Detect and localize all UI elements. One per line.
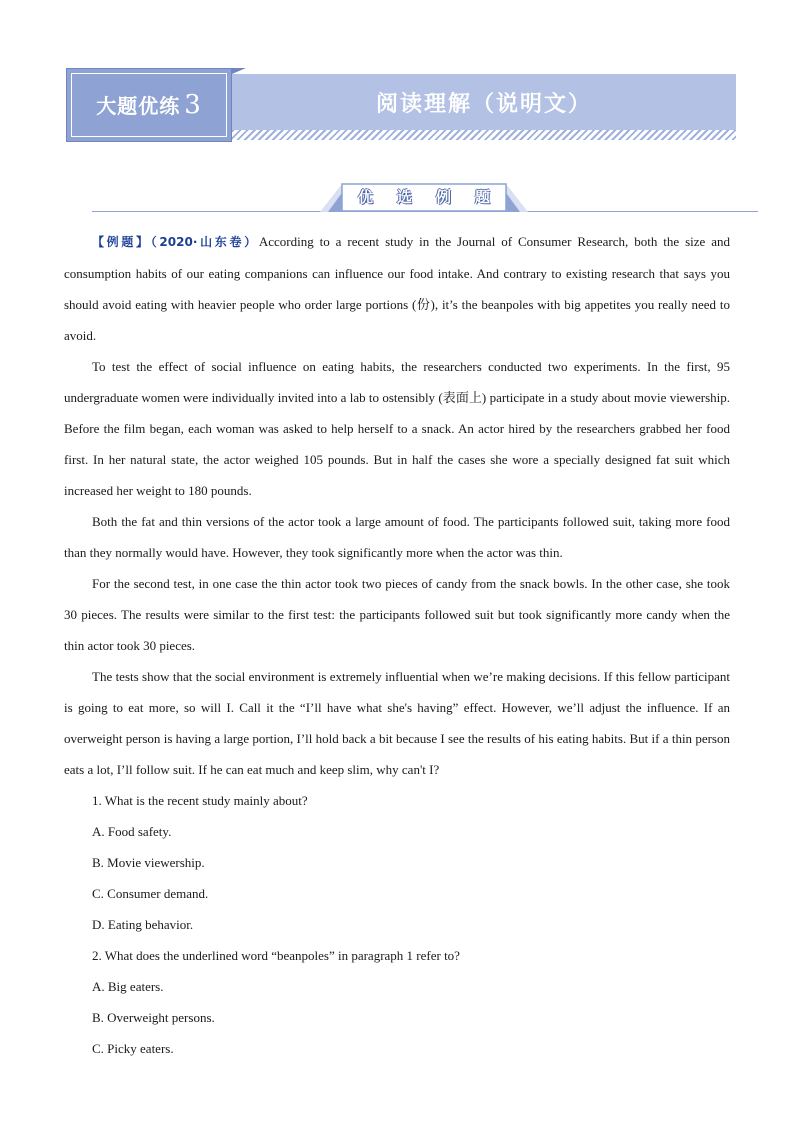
paragraph: Both the fat and thin versions of the actor took a large amount of food. The participants followed suit, taking more food than they normally would have. However, they took significantly more when the actor was thin. (64, 514, 730, 560)
answer-option: B. Overweight persons. (92, 1010, 215, 1025)
banner-stripes (232, 130, 736, 140)
answer-option: C. Consumer demand. (92, 886, 209, 901)
section-char: 例 (435, 187, 451, 206)
reading-passage (64, 226, 730, 1064)
paragraph: For the second test, in one case the thin actor took two pieces of candy from the snack bowls. In the other case, she took 30 pieces. The results were similar to the first test: the participants followed suit but took significantly more candy when the thin actor took 30 pieces. (64, 576, 730, 653)
exercise-label: 大题优练 (96, 94, 181, 118)
answer-option: A. Big eaters. (92, 979, 164, 994)
banner-left-panel (66, 68, 232, 142)
header-banner (66, 68, 736, 144)
exercise-number: 3 (184, 90, 202, 120)
answer-option: D. Eating behavior. (92, 917, 194, 932)
paragraph (64, 226, 730, 351)
section-title: 阅读理解（说明文） (375, 91, 592, 117)
paragraph: The tests show that the social environment is extremely influential when we’re making decisions. If this fellow participant is going to eat more, so will I. Call it the “I’ll have what she's having” effect. However, we’ll adjust the influence. If an overweight person is having a large portion, I’ll hold back a bit because I see the results of his eating habits. But if a thin person eats a lot, I’ll follow suit. If he can eat much and keep slim, why can't I? (64, 669, 730, 777)
paragraph-text: According to a recent study in the Journal of Consumer Research, both the size and consumption habits of our eating companions can influence our food intake. And contrary to existing research that says you should avoid eating with heavier people who order large portions (份), it’s the beanpoles with big appetites you really need to avoid. (64, 234, 730, 343)
source-tag: 【例题】（2020·山东卷） (92, 235, 259, 249)
section-char: 选 (396, 187, 412, 206)
section-tab (320, 180, 528, 212)
section-char: 题 (474, 187, 490, 206)
question: 2. What does the underlined word “beanpoles” in paragraph 1 refer to? (92, 948, 460, 963)
answer-option: B. Movie viewership. (92, 855, 205, 870)
paragraph: To test the effect of social influence on eating habits, the researchers conducted two experiments. In the first, 95 undergraduate women were individually invited into a lab to ostensibly (表面上) participate in a study about movie viewership. Before the film began, each woman was asked to help herself to a snack. An actor hired by the researchers grabbed her food first. In her natural state, the actor weighed 105 pounds. But in half the cases she wore a specially designed fat suit which increased her weight to 180 pounds. (64, 359, 730, 498)
answer-option: C. Picky eaters. (92, 1041, 174, 1056)
section-char: 优 (357, 187, 373, 206)
answer-option: A. Food safety. (92, 824, 172, 839)
question: 1. What is the recent study mainly about? (92, 793, 308, 808)
